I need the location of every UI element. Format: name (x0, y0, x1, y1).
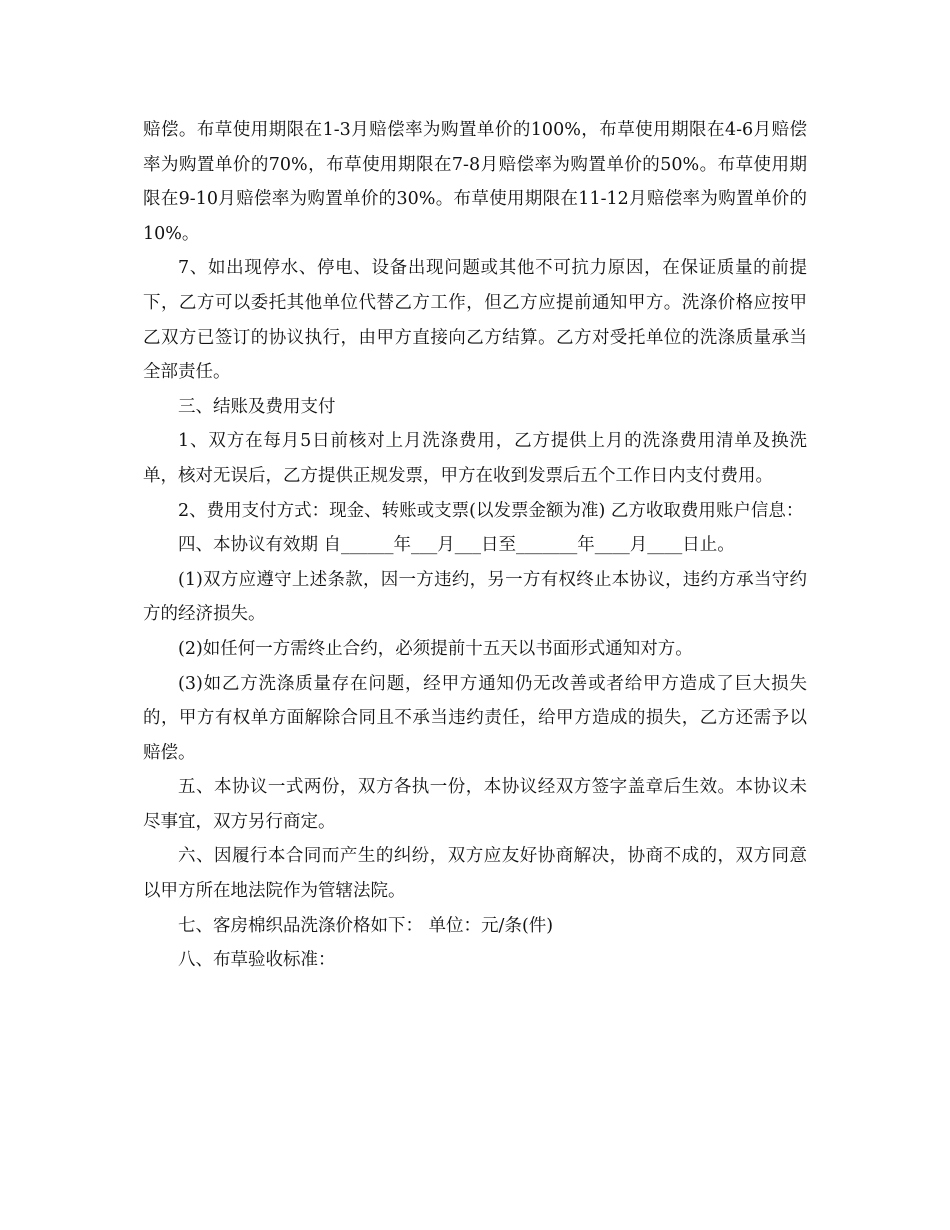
section-heading-prices: 七、客房棉织品洗涤价格如下： 单位：元/条(件) (178, 915, 554, 936)
paragraph-settlement-2: 2、费用支付方式：现金、转账或支票(以发票金额为准) 乙方收取费用账户信息： (178, 500, 804, 521)
paragraph-validity-1: (1)双方应遵守上述条款，因一方违约，另一方有权终止本协议，违约方承当守约方的经济损失。 (143, 569, 807, 625)
paragraph-clause-7: 7、如出现停水、停电、设备出现问题或其他不可抗力原因，在保证质量的前提下，乙方可以委托其他单位代替乙方工作，但乙方应提前通知甲方。洗涤价格应按甲乙双方已签订的协议执行，由甲方直接向乙方结算。乙方对受托单位的洗涤质量承当全部责任。 (143, 258, 807, 383)
paragraph-validity-3: (3)如乙方洗涤质量存在问题，经甲方通知仍无改善或者给甲方造成了巨大损失的，甲方有权单方面解除合同且不承当违约责任，给甲方造成的损失，乙方还需予以赔偿。 (143, 673, 807, 763)
section-heading-copies: 五、本协议一式两份，双方各执一份，本协议经双方签字盖章后生效。本协议未尽事宜，双方另行商定。 (143, 777, 807, 832)
paragraph-validity-2: (2)如任何一方需终止合约，必须提前十五天以书面形式通知对方。 (178, 638, 693, 659)
section-heading-settlement: 三、结账及费用支付 (178, 396, 336, 417)
document-body (143, 113, 807, 978)
section-heading-validity: 四、本协议有效期 自______年___月___日至_______年____月____日止。 (178, 535, 735, 556)
paragraph-settlement-1: 1、双方在每月5日前核对上月洗涤费用，乙方提供上月的洗涤费用清单及换洗单，核对无误后，乙方提供正规发票，甲方在收到发票后五个工作日内支付费用。 (143, 431, 807, 486)
section-heading-acceptance: 八、布草验收标准： (178, 950, 336, 971)
section-heading-disputes: 六、因履行本合同而产生的纠纷，双方应友好协商解决，协商不成的，双方同意以甲方所在地法院作为管辖法院。 (143, 846, 807, 902)
paragraph-compensation-rates: 赔偿。布草使用期限在1-3月赔偿率为购置单价的100%，布草使用期限在4-6月赔偿率为购置单价的70%，布草使用期限在7-8月赔偿率为购置单价的50%。布草使用期限在9-10月赔偿率为购置单价的30%。布草使用期限在11-12月赔偿率为购置单价的10%。 (143, 120, 807, 244)
